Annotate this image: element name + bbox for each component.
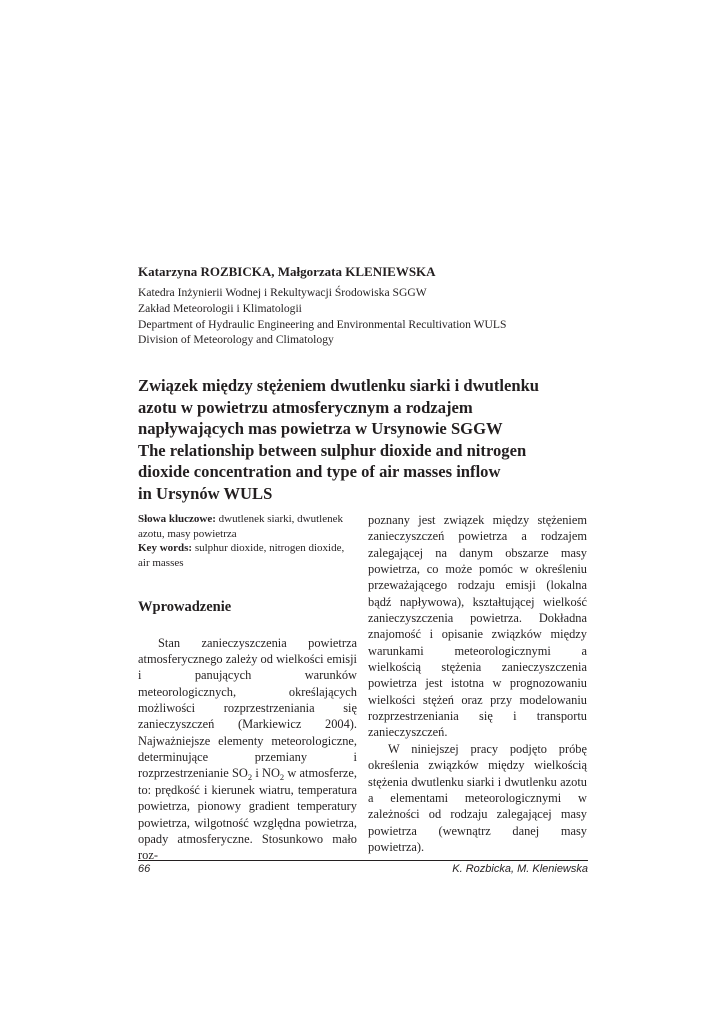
subscript: 2 bbox=[279, 772, 285, 783]
authors: Katarzyna ROZBICKA, Małgorzata KLENIEWSKA bbox=[138, 264, 436, 279]
title-line: dioxide concentration and type of air masses inflow bbox=[138, 462, 501, 482]
title-line: napływających mas powietrza w Ursynowie SGGW bbox=[138, 419, 503, 439]
left-column bbox=[138, 512, 357, 864]
intro-paragraph bbox=[138, 635, 357, 864]
affiliation-line: Division of Meteorology and Climatology bbox=[138, 333, 334, 347]
subscript: 2 bbox=[247, 772, 253, 783]
intro-text-1: Stan zanieczyszczenia powietrza atmosferycznego zależy od wielkości emisji i panujących warunków meteorologicznych, określających możliwości rozprzestrzeniania się zanieczyszczeń (Markiewicz 2004). Najważniejsze elementy meteorologiczne, determinujące przemiany i rozprzestrzenianie SO bbox=[138, 635, 357, 781]
running-authors: K. Rozbicka, M. Kleniewska bbox=[452, 863, 588, 875]
title-line: Związek między stężeniem dwutlenku siarki i dwutlenku bbox=[138, 376, 540, 395]
title-line: in Ursynów WULS bbox=[138, 483, 273, 503]
footer-rule bbox=[138, 860, 588, 861]
keywords-pl bbox=[138, 512, 357, 541]
keywords-pl-text: dwutlenek siarki, dwutlenek azotu, masy powietrza bbox=[138, 513, 344, 540]
section-heading: Wprowadzenie bbox=[138, 599, 232, 616]
body-paragraph: poznany jest związek między stężeniem zanieczyszczeń powietrza a rodzajem zalegającej na danym obszarze masy powietrza, co może pomóc w określeniu przeważającego rodzaju emisji (lokalna bądź napływowa), kształtującej wielkość zanieczyszczenia powietrza. Dokładna znajomość i opisanie związków między warunkami meteorologicznymi a wielkością stężenia zanieczyszczenia powietrza jest istotna w prognozowaniu wielkości stężeń oraz przy modelowaniu rozprzestrzeniania się i transportu zanieczyszczeń. bbox=[368, 513, 587, 740]
right-column bbox=[368, 512, 587, 855]
title-line: The relationship between sulphur dioxide and nitrogen bbox=[138, 440, 527, 460]
keywords-en-label: Key words: bbox=[138, 542, 193, 555]
keywords-pl-label: Słowa kluczowe: bbox=[138, 513, 216, 525]
paper-title bbox=[138, 375, 588, 505]
affiliations bbox=[138, 285, 506, 348]
intro-text-2: i NO bbox=[252, 766, 280, 781]
affiliation-line: Zakład Meteorologii i Klimatologii bbox=[138, 301, 302, 315]
body-paragraph: W niniejszej pracy podjęto próbę określenia związków między wielkością stężenia dwutlenku siarki i dwutlenku azotu a elementami meteorologicznymi w zależności od rodzaju zalegającej masy powietrza (wewnątrz danej masy powietrza). bbox=[368, 741, 587, 854]
intro-text-3: w atmosferze, to: prędkość i kierunek wiatru, temperatura powietrza, pionowy gradient temperatury powietrza, wilgotność względna powietrza, opady atmosferyczne. Stosunkowo mało roz- bbox=[138, 766, 357, 863]
page-number: 66 bbox=[138, 863, 151, 875]
keywords-block bbox=[138, 512, 357, 570]
affiliation-line: Katedra Inżynierii Wodnej i Rekultywacji Środowiska SGGW bbox=[138, 286, 427, 299]
title-line: azotu w powietrzu atmosferycznym a rodzajem bbox=[138, 397, 473, 417]
keywords-en bbox=[138, 541, 357, 570]
affiliation-line: Department of Hydraulic Engineering and Environmental Recultivation WULS bbox=[138, 317, 507, 331]
keywords-en-text: sulphur dioxide, nitrogen dioxide, air masses bbox=[138, 542, 345, 569]
